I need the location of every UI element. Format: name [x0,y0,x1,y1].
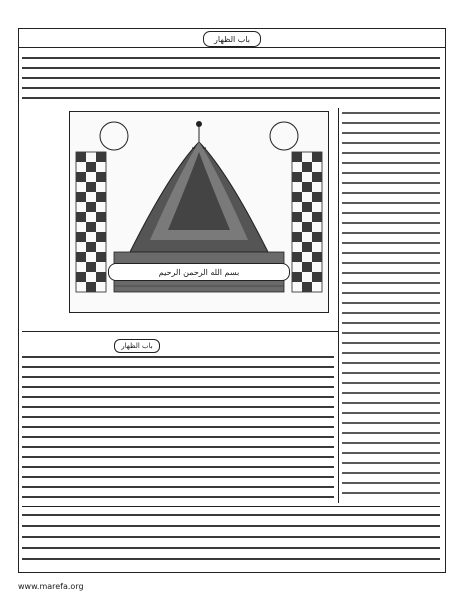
right-circle-ornament [270,122,298,150]
right-border [445,28,446,573]
text-line [342,192,440,194]
text-line [22,547,440,549]
text-line [22,57,440,59]
text-line [342,402,440,404]
text-line [342,422,440,424]
text-line [342,332,440,334]
dome-shape [130,121,268,252]
text-line [342,452,440,454]
text-line [22,386,334,388]
text-line [342,442,440,444]
inner-chapter-title-text: باب الظهار [121,342,153,350]
text-line [342,392,440,394]
text-line [342,342,440,344]
text-line [342,362,440,364]
text-line [22,416,334,418]
text-line [342,182,440,184]
text-line [22,476,334,478]
text-line [342,172,440,174]
chapter-title-text: باب الظهار [214,34,250,44]
text-line [22,446,334,448]
text-line [342,152,440,154]
text-line [22,486,334,488]
text-line [342,262,440,264]
text-line [22,514,440,516]
text-line [22,396,334,398]
text-line [342,372,440,374]
left-circle-ornament [100,122,128,150]
text-line [22,376,334,378]
text-line [22,406,334,408]
text-line [342,312,440,314]
section-divider [22,331,338,332]
text-line [22,456,334,458]
text-line [342,462,440,464]
footer-site-text[interactable]: www.marefa.org [18,582,84,591]
column-divider [338,108,339,503]
text-line [342,432,440,434]
text-line [22,466,334,468]
text-line [342,322,440,324]
text-line [22,87,440,89]
text-line [342,242,440,244]
text-line [342,382,440,384]
text-line [342,202,440,204]
text-line [342,282,440,284]
left-checker-column [76,152,106,292]
text-line [342,482,440,484]
inner-chapter-title [114,339,160,353]
text-line [342,112,440,114]
dome-drawing [70,112,328,312]
text-line [342,232,440,234]
text-line [22,496,334,498]
text-line [342,162,440,164]
text-line [342,122,440,124]
left-border [18,28,19,573]
text-line [342,142,440,144]
text-line [342,302,440,304]
text-line [342,132,440,134]
right-checker-column [292,152,322,292]
text-line [22,436,334,438]
footer-site-link[interactable] [18,582,84,591]
bottom-divider [22,506,440,507]
text-line [22,356,334,358]
text-line [342,492,440,494]
text-line [22,426,334,428]
text-line [22,77,440,79]
text-line [342,212,440,214]
text-line [342,412,440,414]
bottom-border [18,572,446,573]
text-line [22,558,440,560]
ornamental-illustration [69,111,329,313]
text-line [342,222,440,224]
text-line [342,472,440,474]
basmala-banner [108,263,290,281]
basmala-text: بسم الله الرحمن الرحيم [158,267,240,277]
text-line [22,97,440,99]
text-line [22,366,334,368]
text-line [22,536,440,538]
top-border [18,28,446,29]
text-line [22,525,440,527]
text-line [342,272,440,274]
text-line [22,67,440,69]
top-border-inner [18,47,446,48]
text-line [342,292,440,294]
chapter-title [203,31,261,47]
text-line [342,252,440,254]
text-line [342,352,440,354]
